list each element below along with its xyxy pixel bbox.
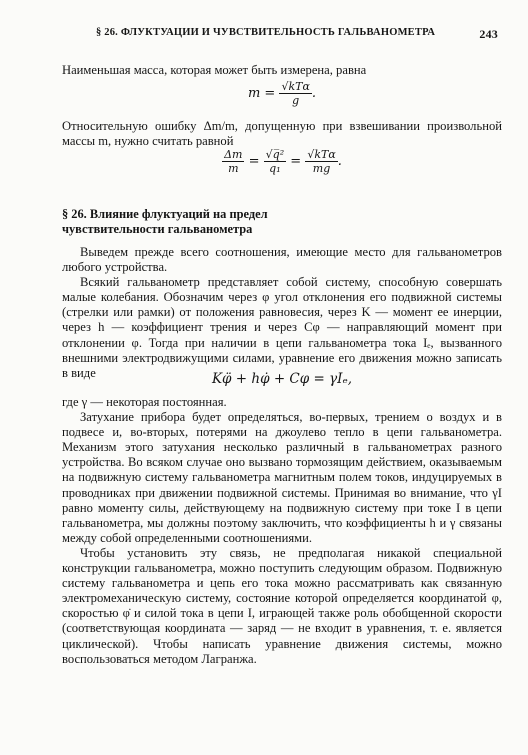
- formula1-numerator: √kTα: [281, 80, 310, 93]
- formula1-lhs: m =: [247, 86, 276, 101]
- paragraph-1: Выведем прежде всего соотношения, имеющие место для гальванометров любого устройства.: [62, 245, 502, 275]
- relative-error-text: Относительную ошибку Δm/m, допущенную при взвешивании произвольной массы m, нужно считать равной: [62, 119, 502, 149]
- body-part-1: [62, 245, 502, 381]
- relative-error-paragraph: [62, 119, 502, 149]
- page-number: 243: [479, 27, 498, 41]
- formula2-fraction-3: [305, 148, 337, 175]
- running-header: [96, 27, 498, 41]
- formula-equation-of-motion: [62, 371, 502, 387]
- formula1-denominator: g: [292, 94, 300, 107]
- formula2-f1-den: m: [228, 162, 239, 175]
- formula2-fraction-1: [222, 148, 244, 175]
- formula1-tail: .: [311, 86, 317, 101]
- intro-text: Наименьшая масса, которая может быть измерена, равна: [62, 63, 367, 77]
- formula2-f1-num: Δm: [224, 148, 243, 161]
- intro-line: [62, 63, 502, 78]
- formula1-fraction: [279, 80, 311, 107]
- formula2-fraction-2: [264, 148, 286, 175]
- section-title-line-2: чувствительности гальванометра: [62, 222, 253, 236]
- formula2-f2-den: q₁: [269, 162, 281, 175]
- paragraph-4: Чтобы установить эту связь, не предполагая никакой специальной конструкции гальванометра, можно поступить следующим образом. Подвижную систему гальванометра и цепь его тока можно рассматривать как связанную электромеханическую систему, состояние которой определяется координатой φ, скоростью φ̇ и силой тока в цепи I, играющей также роль обобщенной скорости (соответствующая координата — заряд — не входит в уравнения, т. е. является циклической). Чтобы написать уравнение движения системы, можно воспользоваться методом Лагранжа.: [62, 545, 502, 666]
- formula2-eq1: =: [248, 154, 260, 169]
- section-heading: [62, 207, 502, 237]
- formula2-f3-num: √kTα: [307, 148, 336, 161]
- formula2-eq2: =: [290, 154, 302, 169]
- formula2-f2-num: √q̅²: [265, 148, 285, 161]
- paragraph-2: Всякий гальванометр представляет собой систему, способную совершать малые колебания. Обозначим через φ угол отклонения его подвижной системы (стрелки или рамки) от положения равновесия, через K — момент ее инерции, через h — коэффициент трения и через Cφ — направляющий момент при отклонении φ. Тогда при наличии в цепи гальванометра тока Iₑ, вызванного внешними электродвижущими силами, уравнение его движения можно записать в виде: [62, 275, 502, 380]
- paragraph-3: Затухание прибора будет определяться, во-первых, трением о воздух и в подвесе и, во-вторых, потерями на джоулево тепло в цепи гальванометра. Механизм этого затухания несколько различный в гальванометрах разного устройства. Во всяком случае оно вызвано тормозящим действием, оказываемым на подвижную систему гальванометра магнитным полем токов, индуцируемых в проводниках при движении подвижной системы. Принимая во внимание, что γI равно моменту силы, действующему на подвижную систему при токе I в цепи гальванометра, мы должны поэтому заключить, что коэффициенты h и γ связаны между собой определенными соотношениями.: [62, 410, 502, 545]
- formula2-tail: .: [337, 154, 342, 169]
- gamma-note: где γ — некоторая постоянная.: [62, 395, 227, 409]
- formula2-f3-den: mg: [312, 162, 331, 175]
- header-title: § 26. ФЛУКТУАЦИИ И ЧУВСТВИТЕЛЬНОСТЬ ГАЛЬВАНОМЕТРА: [96, 27, 436, 38]
- section-title-line-1: § 26. Влияние флуктуаций на предел: [62, 207, 268, 221]
- formula-relative-error: [62, 148, 502, 175]
- body-part-2: [62, 395, 502, 667]
- formula3-text: Kφ̈ + hφ̇ + Cφ = γIₑ,: [211, 371, 353, 387]
- formula-min-mass: [62, 80, 502, 107]
